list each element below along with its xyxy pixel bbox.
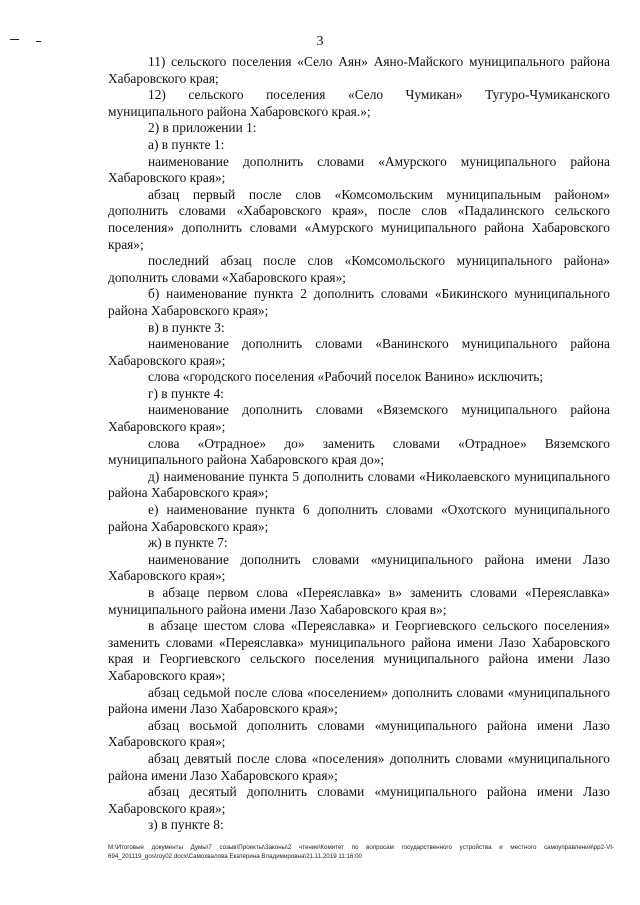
page-number: 3 <box>316 34 324 49</box>
paragraph: наименование дополнить словами «Вяземского муниципального района Хабаровского края»; <box>108 402 610 435</box>
paragraph: б) наименование пункта 2 дополнить словами «Бикинского муниципального района Хабаровского края»; <box>108 286 610 318</box>
paragraph: абзац десятый дополнить словами «муниципального района имени Лазо Хабаровского края»; <box>108 784 610 816</box>
paragraph: 12) сельского поселения «Село Чумикан» Тугуро-Чумиканского муниципального района Хабаровского края.»; <box>108 87 610 119</box>
paragraph: в) в пункте 3: <box>148 319 225 335</box>
paragraph: последний абзац после слов «Комсомольского муниципального района» дополнить словами «Хабаровского края»; <box>108 253 610 285</box>
paragraph: абзац первый после слов «Комсомольским муниципальным районом» дополнить словами «Хабаровского края», после слов «Падалинского сельского поселения» дополнить словами «Амурского муниципального района Хабаровского края»; <box>108 186 610 252</box>
paragraph: а) в пункте 1: <box>148 136 225 152</box>
paragraph: слова «городского поселения «Рабочий поселок Ванино» исключить; <box>148 369 544 385</box>
paragraph: з) в пункте 8: <box>148 817 224 833</box>
paragraph: абзац седьмой после слова «поселением» дополнить словами «муниципального района имени Лазо Хабаровского края»; <box>108 684 610 717</box>
paragraph: слова «Отрадное» до» заменить словами «Отрадное» Вяземского муниципального района Хабаровского края до»; <box>108 435 610 468</box>
paragraph: ж) в пункте 7: <box>148 535 228 551</box>
paragraph: г) в пункте 4: <box>148 385 224 401</box>
paragraph: наименование дополнить словами «Ванинского муниципального района Хабаровского края»; <box>108 336 610 368</box>
paragraph: абзац восьмой дополнить словами «муниципального района имени Лазо Хабаровского края»; <box>108 717 610 750</box>
paragraph: наименование дополнить словами «муниципального района имени Лазо Хабаровского края»; <box>108 551 610 584</box>
paragraph: е) наименование пункта 6 дополнить словами «Охотского муниципального района Хабаровского края»; <box>108 502 610 534</box>
footer-file-path: M:\Итоговые документы Думы\7 созыв\Проекты\Законы\2 чтение\Комитет по вопросам государственного устройства и местного самоуправления\рр2-VI-694_201119_gos\roy02.docx\Самохвалова Екатерина Владимировна\21.11.2019 11:16:00 <box>108 844 614 860</box>
paragraph: 11) сельского поселения «Село Аян» Аяно-Майского муниципального района Хабаровского края; <box>108 54 610 86</box>
paragraph: 2) в приложении 1: <box>148 120 257 136</box>
document-body <box>108 54 610 834</box>
paragraph: в абзаце шестом слова «Переяславка» и Георгиевского сельского поселения» заменить словами «Переяславка» муниципального района имени Лазо Хабаровского края и Георгиевского сельского поселения муниципального района имени Лазо Хабаровского края»; <box>108 618 610 683</box>
paragraph: абзац девятый после слова «поселения» дополнить словами «муниципального района имени Лазо Хабаровского края»; <box>108 750 610 783</box>
paragraph: в абзаце первом слова «Переяславка» в» заменить словами «Переяславка» муниципального района имени Лазо Хабаровского края в»; <box>108 585 610 617</box>
paragraph: наименование дополнить словами «Амурского муниципального района Хабаровского края»; <box>108 153 610 186</box>
paragraph: д) наименование пункта 5 дополнить словами «Николаевского муниципального района Хабаровского края»; <box>108 468 610 501</box>
